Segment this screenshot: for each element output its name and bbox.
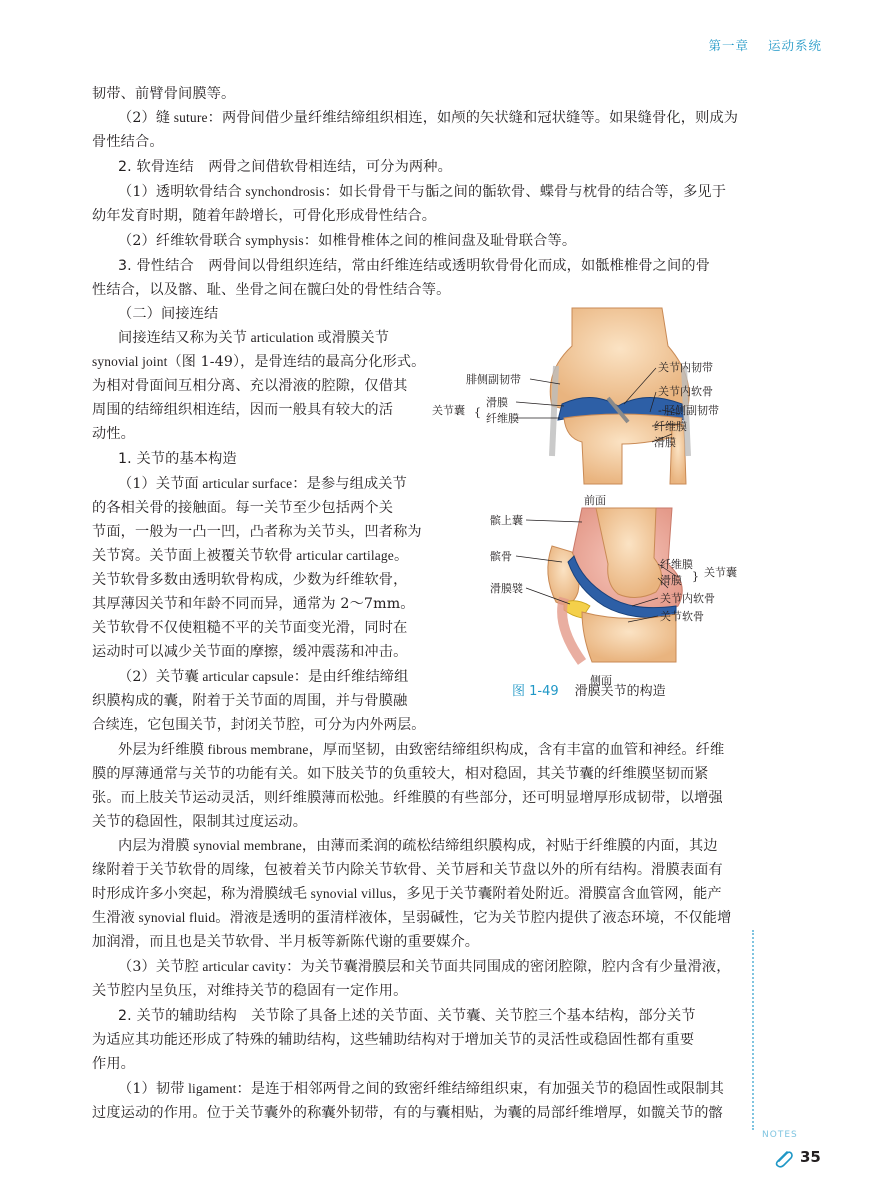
notes-label: NOTES: [762, 1130, 798, 1140]
text-line: [118, 304, 218, 324]
label-joint-capsule-side: 关节囊: [704, 566, 737, 579]
latin-term: suture: [170, 110, 208, 125]
text-line: [92, 1054, 135, 1074]
text-run: 生: [92, 910, 107, 926]
chapter-label: 第一章: [708, 38, 749, 53]
text-run: 膜的厚薄通常与关节的功能有关。如下肢关节的负重较大，相对稳固，其关节囊的纤维膜坚韧而紧: [92, 766, 709, 782]
bold-term: 韧带: [155, 1081, 185, 1097]
text-run: 关节软骨多数由: [92, 572, 193, 588]
text-line: [92, 764, 709, 784]
side-caption: 侧面: [590, 674, 612, 687]
text-line: [118, 328, 389, 348]
text-line: [92, 206, 436, 226]
text-line: [92, 642, 407, 662]
text-run: ，多见于关节囊附着处附近。滑膜富含血管网，能产: [391, 886, 722, 902]
text-line: [92, 498, 393, 518]
text-line: [118, 667, 408, 687]
text-line: [92, 546, 408, 566]
latin-term: ligament: [184, 1081, 237, 1096]
label-intra-articular-ligament: 关节内韧带: [658, 361, 713, 374]
text-run: ：是由纤维结缔组: [293, 669, 409, 685]
text-run: 时形成许多小突起，称为: [92, 886, 250, 902]
latin-term: articulation: [247, 330, 318, 345]
text-run: 。滑液是透明的蛋清样液体，呈弱碱性，它为关节腔内提供了液态环境，不仅能增: [215, 910, 732, 926]
text-run: 作用。: [92, 1056, 136, 1072]
label-intra-articular-cartilage-front: 关节内软骨: [658, 385, 713, 398]
bold-term: 滑膜: [161, 838, 190, 854]
text-run: 外层为: [118, 742, 162, 758]
text-line: [118, 474, 407, 494]
text-run: ：如椎骨椎体之间的椎间盘及耻骨联合等。: [303, 233, 577, 249]
text-run: 构成，少数为: [249, 572, 336, 588]
latin-term: fibrous membrane: [204, 742, 309, 757]
latin-term: synovial joint: [92, 354, 168, 369]
text-run: 周围的结缔组织相连结，因而一般具有较大的活: [92, 402, 394, 418]
text-line: [118, 449, 237, 469]
text-run: 缘附着于关节软骨的周缘，包被着关节内除关节软骨、关节唇和关节盘以外的所有结构。滑膜表面有: [92, 862, 723, 878]
label-patella: 髌骨: [490, 550, 512, 563]
text-run: 关节腔内呈负压，对维持关节的稳固有一定作用。: [92, 983, 408, 999]
text-line: [92, 715, 425, 735]
label-tibial-collateral-ligament: 胫侧副韧带: [664, 404, 719, 417]
text-line: [118, 182, 726, 202]
text-run: 骨性结合。: [92, 134, 164, 150]
label-fibrous-side: 纤维膜: [660, 558, 693, 571]
text-run: 两骨间以骨组织连结，常由纤维连结或透明软骨骨化而成，如骶椎椎骨之间的骨: [193, 258, 711, 274]
latin-term: synovial fluid: [135, 910, 216, 925]
text-run: （2）: [118, 110, 156, 126]
bold-term: 1. 关节的基本构造: [118, 451, 237, 467]
label-fibular-collateral-ligament: 腓侧副韧带: [466, 373, 521, 386]
text-run: 幼年发育时期，随着年龄增长，可骨化形成骨性结合。: [92, 208, 437, 224]
text-line: [92, 132, 164, 152]
figure-number: 图 1-49: [512, 684, 559, 699]
bold-term: 关节囊: [155, 669, 199, 685]
label-synovial-front-right: 滑膜: [654, 436, 676, 449]
text-run: 为适应其功能还形成了特殊的辅助结构，这些辅助结构对于增加关节的灵活性或稳固性都有重要: [92, 1032, 695, 1048]
text-line: [92, 424, 135, 444]
bold-term: 透明软骨结合: [155, 184, 242, 200]
text-run: （2）: [118, 233, 156, 249]
text-line: [92, 352, 425, 372]
latin-term: articular cartilage: [292, 548, 394, 563]
text-run: ：为关节囊滑膜层和关节面共同围成的密闭腔隙，腔内含有少量滑液，: [286, 959, 731, 975]
text-run: （图 1-49），是骨连结的最高分化形式。: [167, 354, 426, 370]
text-run: 织膜构成的囊，附着于关节面的周围，并与骨膜融: [92, 693, 408, 709]
text-line: [92, 932, 479, 952]
text-run: ，: [393, 572, 408, 588]
text-line: [92, 618, 407, 638]
paperclip-icon: [772, 1148, 794, 1170]
text-line: [118, 957, 731, 977]
bold-term: （二）间接连结: [118, 306, 219, 322]
bold-term: 滑膜绒毛: [249, 886, 308, 902]
text-run: ：如长骨骨干与骺之间的骺软骨、蝶骨与枕骨的结合等，多见于: [324, 184, 727, 200]
text-run: 性结合，以及髂、耻、坐骨之间在髋臼处的骨性结合等。: [92, 282, 451, 298]
bold-term: 纤维软骨联合: [155, 233, 242, 249]
text-line: [92, 522, 422, 542]
section-label: 运动系统: [767, 38, 822, 53]
text-line: [92, 1030, 694, 1050]
label-suprapatellar-bursa: 髌上囊: [490, 514, 523, 527]
text-run: （3）: [118, 959, 156, 975]
text-run: 、: [480, 1008, 495, 1024]
tibial-leader-dash: -: [658, 404, 662, 417]
text-line: [92, 376, 407, 396]
label-synovial-side: 滑膜: [660, 574, 682, 587]
text-line: [92, 594, 415, 614]
label-fibrous-front-right: 纤维膜: [654, 420, 687, 433]
latin-term: synchondrosis: [241, 184, 325, 199]
bold-term: 关节软骨: [235, 548, 293, 564]
text-run: ：两骨间借少量纤维结缔组织相连，如颅的矢状缝和冠状缝等。如果缝骨化，则成为: [207, 110, 739, 126]
bold-term: 2. 软骨连结: [118, 159, 194, 175]
text-run: 。: [393, 548, 409, 564]
text-run: 关节除了具备上述的: [236, 1008, 381, 1024]
label-intra-articular-cartilage-side: 关节内软骨: [660, 592, 715, 605]
bold-term: 纤维软骨: [335, 572, 394, 588]
text-run: ：是连于相邻两骨之间的致密纤维结缔组织束，有加强关节的稳固性或限制其: [236, 1081, 724, 1097]
latin-term: symphysis: [241, 233, 304, 248]
latin-term: synovial villus: [307, 886, 392, 901]
label-synovial-fold: 滑膜襞: [490, 582, 523, 595]
text-run: 或: [317, 330, 332, 346]
text-line: [118, 108, 738, 128]
figure-title: 滑膜关节的构造: [574, 684, 666, 699]
text-run: （1）: [118, 1081, 156, 1097]
text-line: [92, 884, 722, 904]
latin-term: articular cavity: [198, 959, 287, 974]
bold-term: 关节面: [380, 1008, 424, 1024]
text-run: 张。而上肢关节运动灵活，则纤维膜薄而松弛。纤维膜的有些部分，还可明显增厚形成韧带，以增强: [92, 790, 723, 806]
latin-term: articular capsule: [198, 669, 294, 684]
label-synovial-front-left: 滑膜: [486, 396, 508, 409]
text-run: 三个基本结构，部分关节: [537, 1008, 696, 1024]
text-line: [92, 84, 235, 104]
text-line: [118, 256, 710, 276]
text-run: ，厚而坚韧，由致密结缔组织构成，含有丰富的血管和神经。纤维: [308, 742, 725, 758]
text-line: [92, 788, 723, 808]
page-number: 35: [800, 1148, 821, 1166]
text-line: [118, 157, 452, 177]
text-run: ：是参与组成关节: [292, 476, 407, 492]
label-fibrous-front-left: 纤维膜: [486, 412, 519, 425]
label-articular-cartilage: 关节软骨: [660, 610, 704, 623]
bold-term: 关节面: [155, 476, 199, 492]
text-run: 运动时可以减少关节面的摩擦，缓冲震荡和冲击。: [92, 644, 408, 660]
figure-caption: [512, 680, 666, 699]
text-run: 动性。: [92, 426, 136, 442]
bold-term: 滑液: [106, 910, 136, 926]
bold-term: 3. 骨性结合: [118, 258, 194, 274]
text-run: 加润滑，而且也是关节软骨、半月板等新陈代谢的重要媒介。: [92, 934, 480, 950]
notes-margin-rule: [752, 930, 755, 1130]
front-capsule-brace: {: [474, 406, 481, 419]
bold-term: 滑膜关节: [331, 330, 390, 346]
bold-term: 关节腔: [155, 959, 199, 975]
text-run: 其厚薄因关节和年龄不同而异，通常为 2～7mm。: [92, 596, 415, 612]
bold-term: 关节腔: [494, 1008, 538, 1024]
text-run: 间接连结又称为: [118, 330, 219, 346]
text-line: [118, 740, 724, 760]
text-line: [92, 812, 307, 832]
latin-term: articular surface: [198, 476, 293, 491]
running-header: [708, 36, 822, 54]
text-line: [92, 280, 450, 300]
text-line: [92, 1103, 723, 1123]
text-line: [118, 1006, 696, 1026]
text-line: [92, 860, 723, 880]
text-line: [92, 691, 407, 711]
text-run: （2）: [118, 669, 156, 685]
latin-term: synovial membrane: [189, 838, 302, 853]
bold-term: 缝: [155, 110, 171, 126]
text-run: 为相对骨面间互相分离、充以滑液的腔隙，仅借其: [92, 378, 408, 394]
front-caption: 前面: [584, 494, 606, 507]
text-line: [118, 231, 576, 251]
text-run: 合续连，它包围关节，封闭关节腔，可分为内外两层。: [92, 717, 426, 733]
bold-term: 纤维膜: [161, 742, 205, 758]
text-run: 的各相关骨的接触面。每一关节至少包括两个关: [92, 500, 394, 516]
text-run: 内层为: [118, 838, 162, 854]
text-run: （1）: [118, 184, 156, 200]
text-line: [92, 908, 731, 928]
bold-term: 关节: [218, 330, 248, 346]
bold-term: 关节囊: [437, 1008, 481, 1024]
text-run: 、: [423, 1008, 438, 1024]
label-joint-capsule-front: 关节囊: [432, 404, 465, 417]
text-run: 。关节面上被覆: [135, 548, 236, 564]
text-line: [92, 570, 407, 590]
text-run: 过度运动的作用。位于关节囊外的称: [92, 1105, 322, 1121]
text-run: （1）: [118, 476, 156, 492]
text-line: [92, 400, 393, 420]
bold-term: 透明软骨: [192, 572, 250, 588]
bold-term: 关节窝: [92, 548, 136, 564]
text-run: 韧带、前臂骨间膜等。: [92, 86, 236, 102]
bold-term: 2. 关节的辅助结构: [118, 1008, 237, 1024]
bold-term: 囊外韧带: [321, 1105, 379, 1121]
text-run: ，有的与囊相贴，为囊的局部纤维增厚，如髋关节的髂: [378, 1105, 723, 1121]
text-line: [92, 981, 407, 1001]
knee-joint-figure: [432, 306, 777, 706]
text-run: ，由薄而柔润的疏松结缔组织膜构成，衬贴于纤维膜的内面，其边: [301, 838, 718, 854]
text-run: 关节软骨不仅使粗糙不平的关节面变光滑，同时在: [92, 620, 408, 636]
text-line: [118, 1079, 724, 1099]
text-run: 关节的稳固性，限制其过度运动。: [92, 814, 308, 830]
side-capsule-brace: }: [692, 570, 699, 583]
text-run: 节面，一般为一凸一凹，凸者称为关节头，凹者称为: [92, 524, 422, 540]
text-line: [118, 836, 718, 856]
text-run: 两骨之间借软骨相连结，可分为两种。: [193, 159, 452, 175]
